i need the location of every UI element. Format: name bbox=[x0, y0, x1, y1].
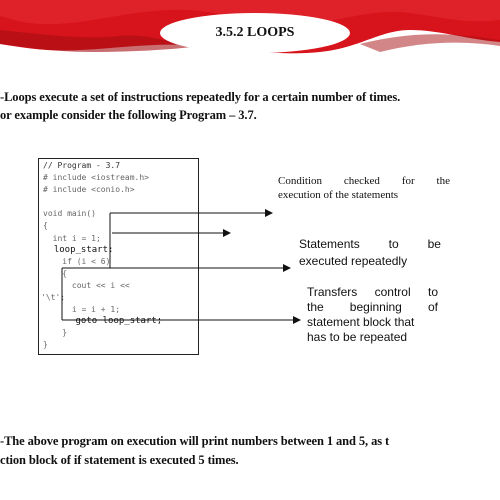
annotation-statements bbox=[299, 236, 441, 270]
outro-text-line-2: ction block of if statement is executed 5 times. bbox=[0, 453, 239, 467]
annotation-word: the bbox=[307, 300, 324, 314]
code-line-7: loop_start: bbox=[43, 245, 114, 255]
intro-text-line-1: -Loops execute a set of instructions repeatedly for a certain number of times. bbox=[0, 90, 401, 104]
annotation-word: for bbox=[401, 175, 415, 187]
code-line-9: { bbox=[43, 269, 68, 278]
code-line-1: // Program - 3.7 bbox=[43, 161, 121, 170]
code-line-4: void main() bbox=[43, 209, 96, 218]
code-line-12: i = i + 1; bbox=[43, 305, 121, 314]
code-line-15: } bbox=[43, 340, 48, 349]
annotation-line: has to be repeated bbox=[307, 330, 408, 344]
annotation-word: to bbox=[427, 285, 438, 299]
annotation-word: Transfers bbox=[307, 285, 358, 299]
annotation-word: of bbox=[427, 300, 438, 314]
code-line-3: # include <conio.h> bbox=[43, 185, 135, 194]
page-title: 3.5.2 LOOPS bbox=[160, 13, 350, 53]
code-line-8: if (i < 6) bbox=[43, 257, 111, 266]
annotation-word: checked bbox=[343, 175, 380, 187]
code-listing-box bbox=[38, 158, 199, 355]
annotation-line: statement block that bbox=[307, 315, 415, 329]
annotation-word: beginning bbox=[349, 300, 402, 314]
code-line-6: int i = 1; bbox=[43, 234, 101, 243]
outro-text-line-1: -The above program on execution will print numbers between 1 and 5, as t bbox=[0, 434, 390, 448]
code-line-13: goto loop_start; bbox=[43, 316, 163, 326]
annotation-word: Condition bbox=[278, 175, 323, 187]
code-line-2: # include <iostream.h> bbox=[43, 173, 149, 182]
annotation-condition bbox=[278, 174, 450, 202]
code-line-10: cout << i << bbox=[43, 281, 130, 290]
annotation-word: to bbox=[388, 237, 399, 251]
code-line-14: } bbox=[43, 328, 68, 337]
annotation-word: the bbox=[436, 175, 450, 187]
annotation-word: be bbox=[427, 237, 441, 251]
annotation-line: executed repeatedly bbox=[299, 254, 408, 268]
annotation-line: execution of the statements bbox=[278, 189, 399, 201]
annotation-word: control bbox=[374, 285, 411, 299]
code-line-11: '\t'; bbox=[41, 293, 66, 302]
annotation-transfer bbox=[307, 285, 438, 345]
intro-text-line-2: or example consider the following Program – 3.7. bbox=[0, 108, 257, 122]
annotation-word: Statements bbox=[299, 237, 360, 251]
code-line-5: { bbox=[43, 221, 48, 230]
